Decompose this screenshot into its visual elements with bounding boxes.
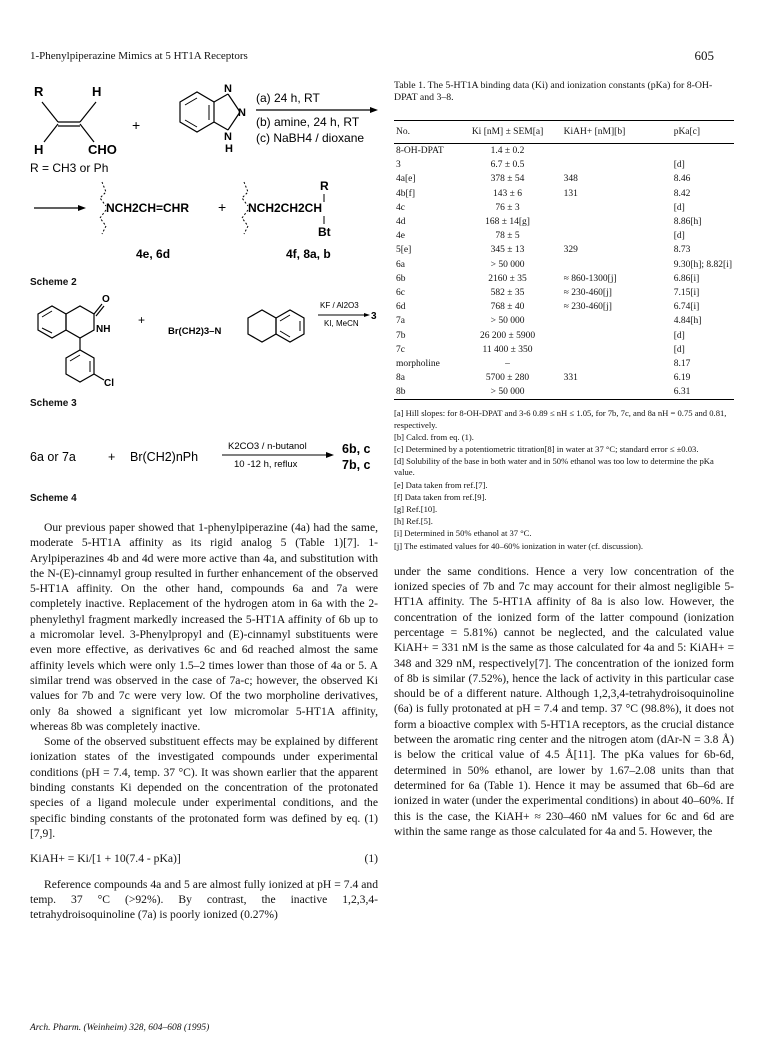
table-header-row	[394, 121, 734, 144]
scheme1-h-label: H	[92, 84, 102, 99]
tetrahydroisoquinoline-structure	[248, 310, 304, 342]
arylisoquinolinone-structure	[38, 294, 114, 389]
footnote-c: [c] Determined by a potentiometric titration[8] in water at 37 °C; standard error ≤ ±0.03.	[394, 443, 699, 454]
table-row	[394, 286, 734, 300]
table-cell: 582 ± 35	[490, 287, 525, 298]
table-cell: 7b	[396, 330, 406, 341]
paragraph-right: under the same conditions. Hence a very low concentration of the ionized species of 7b and 7c may account for their almost negligible 5-HT1A affinity. The 5-HT1A affinity of 8a is also low. However, the concentration of the ionized form of the latter compound (ionization percentage = 5.81%) cannot be neglected, and the calculated value KiAH+ = 331 nM is the same as those calculated for 4a and 5: KiAH+ = 348 and 329 nM, respectively[7]. The concentration of the ionized form of 8b is similar (7.52%), hence the lack of activity in this particular case should be of a different nature. Although 1,2,3,4-tetrahydroisoquinoline (6a) is fully protonated at pH = 7.4 and temp. 37 °C (98.8%), it does not form a bioactive complex with 5-HT1A receptors, as the crucial distance between the aromatic ring center and the nitrogen atom (dAr-N = 3.8 Å) is below the critical value of 4.5 Å[11]. The pKa values for 6b-6d, determined in 50% ethanol, are lower by 1.67–2.08 units than that determined for 6a (Table 1). Hence it may be assumed that 6b–6d are ionized in water (under the experimental conditions) in about 40–60%. If this is the case, the KiAH+ ≈ 230–460 nM values for 6c and 6d are within the same range as those calculated for 4a and 5. However, the	[394, 564, 734, 838]
table-cell: [d]	[673, 231, 685, 242]
table-header-ki: Ki [nM] ± SEM[a]	[453, 121, 561, 144]
table-cell: > 50 000	[490, 259, 525, 270]
table-cell: 3	[396, 160, 401, 171]
scheme3-conditions-top: K2CO3 / n-butanol	[228, 441, 307, 452]
scheme2-product: 3	[371, 311, 377, 322]
table-row	[394, 343, 734, 357]
product-2-label: 4f, 8a, b	[286, 247, 331, 261]
scheme1-r-label: R	[34, 84, 44, 99]
table-header-kiah: KiAH+ [nM][b]	[562, 121, 672, 144]
table-cell: > 50 000	[490, 316, 525, 327]
equation-lhs: KiAH+	[30, 852, 65, 866]
table-cell: 26 200 ± 5900	[479, 330, 536, 341]
table-cell: 4e	[396, 231, 405, 242]
paragraph-3: Reference compounds 4a and 5 are almost fully ionized at pH = 7.4 and temp. 37 °C (>92%). By contrast, the inactive 1,2,3,4-tetrahydroisoquinoline (7a) is poorly ionized (0.27%)	[30, 877, 378, 922]
nh-label: NH	[96, 324, 111, 335]
table-cell	[562, 229, 672, 243]
table-cell: 4d	[396, 217, 406, 228]
table-cell: 2160 ± 35	[488, 273, 527, 284]
left-column	[30, 80, 378, 922]
scheme2-conditions-bottom: KI, MeCN	[324, 319, 359, 328]
equation-1	[30, 851, 378, 866]
equation-rhs: = Ki/[1 + 10(7.4 - pKa)]	[67, 852, 181, 866]
table-cell: 6b	[396, 273, 406, 284]
table-row	[394, 357, 734, 371]
table-cell	[562, 357, 672, 371]
benzotriazole-structure	[180, 83, 246, 155]
table-cell: 7c	[396, 344, 405, 355]
table-cell: morpholine	[396, 358, 440, 369]
table-cell	[562, 158, 672, 172]
footnote-b: [b] Calcd. from eq. (1).	[394, 431, 474, 442]
scheme-4-caption: Scheme 4	[30, 493, 77, 504]
table-cell: [d]	[673, 330, 685, 341]
scheme-2-caption: Scheme 2	[30, 277, 77, 288]
scheme-4-figure	[30, 439, 378, 479]
table-cell: 5[e]	[396, 245, 412, 256]
table-cell: 6.7 ± 0.5	[490, 160, 525, 171]
scheme3-product-top: 6b, c	[342, 442, 371, 456]
left-body-text	[30, 520, 378, 922]
running-head: 1-Phenylpiperazine Mimics at 5 HT1A Receptors	[30, 50, 248, 62]
footnote-d: [d] Solubility of the base in both water and in 50% ethanol was too low to determine the pKa value.	[394, 456, 714, 478]
table-cell	[562, 314, 672, 328]
footnote-f: [f] Data taken from ref.[9].	[394, 491, 487, 502]
bt-h: H	[225, 143, 233, 155]
scheme1-h2-label: H	[34, 142, 44, 157]
table-cell: [d]	[673, 344, 685, 355]
table-cell: 131	[563, 188, 578, 199]
table-cell: [d]	[673, 160, 685, 171]
table-row	[394, 187, 734, 201]
scheme3-product-bottom: 7b, c	[342, 458, 371, 472]
table-1-caption: Table 1. The 5-HT1A binding data (Ki) and ionization constants (pKa) for 8-OH-DPAT and 3–8.	[394, 80, 713, 103]
table-cell: 378 ± 54	[490, 174, 525, 185]
table-row	[394, 258, 734, 272]
table-cell: 8.17	[673, 358, 691, 369]
table-row	[394, 300, 734, 314]
table-cell: –	[505, 358, 510, 369]
table-cell	[672, 144, 734, 159]
table-cell: 8b	[394, 385, 453, 400]
table-1	[394, 120, 734, 400]
table-row	[394, 229, 734, 243]
product-1-label: 4e, 6d	[136, 247, 171, 261]
page-number: 605	[694, 48, 714, 63]
table-cell: 5700 ± 280	[485, 373, 530, 384]
table-cell: 1.4 ± 0.2	[490, 146, 525, 157]
table-cell: ≈ 860-1300[j]	[563, 273, 617, 284]
table-cell: 348	[563, 174, 578, 185]
footnote-j: [j] The estimated values for 40–60% ionization in water (cf. discussion).	[394, 540, 643, 551]
table-cell: 6.31	[672, 385, 734, 400]
journal-footer: Arch. Pharm. (Weinheim) 328, 604–608 (1995)	[30, 1023, 210, 1033]
table-cell: ≈ 230-460[j]	[563, 302, 612, 313]
scheme1-r-definition: R = CH3 or Ph	[30, 161, 109, 175]
table-cell: 168 ± 14[g]	[485, 217, 530, 228]
product-2-r: R	[320, 179, 329, 193]
table-cell: [d]	[673, 202, 685, 213]
table-cell: 9.30[h]; 8.82[i]	[673, 259, 732, 270]
table-cell: ≈ 230-460[j]	[563, 287, 612, 298]
table-cell: 329	[563, 245, 578, 256]
equation-number: (1)	[364, 852, 378, 866]
bt-n1: N	[224, 83, 232, 95]
scheme3-reagent: Br(CH2)nPh	[130, 450, 199, 464]
table-cell: 8-OH-DPAT	[396, 146, 444, 157]
product-2-formula: NCH2CH2CH	[248, 201, 323, 215]
table-cell	[562, 385, 672, 400]
table-cell: 11 400 ± 350	[482, 344, 533, 355]
product-1-formula: NCH2CH=CHR	[106, 201, 190, 215]
table-cell: 6.19	[673, 373, 691, 384]
table-cell	[562, 328, 672, 342]
table-cell: 8a	[396, 373, 405, 384]
footnote-h: [h] Ref.[5].	[394, 516, 433, 527]
table-header-pka: pKa[c]	[672, 121, 734, 144]
footnote-g: [g] Ref.[10].	[394, 504, 438, 514]
table-row	[394, 172, 734, 186]
table-cell	[562, 343, 672, 357]
table-row	[394, 385, 734, 400]
scheme1-plus-2: +	[218, 199, 227, 215]
table-row	[394, 158, 734, 172]
scheme3-reactant: 6a or 7a	[30, 450, 76, 464]
table-cell: 7a	[396, 316, 405, 327]
table-cell: 4a[e]	[396, 174, 416, 185]
table-cell: 6.86[i]	[673, 273, 700, 284]
right-body-text	[394, 564, 734, 839]
scheme1-cho-label: CHO	[88, 142, 117, 157]
table-cell: > 50 000	[453, 385, 561, 400]
paragraph-2: Some of the observed substituent effects may be explained by different ionization states of the investigated compounds under experimental conditions (pH = 7.4, temp. 37 °C). It was shown earlier that the apparent binding constants Ki depended on the concentration of the protonated species of a ligand molecule under experimental conditions, and the specific binding constants of the protonated form was defined by eq. (1)[7,9].	[30, 735, 378, 840]
product-2-bt: Bt	[318, 225, 331, 239]
table-row	[394, 243, 734, 257]
table-row	[394, 314, 734, 328]
scheme-1-figure	[30, 80, 378, 275]
table-cell: 7.15[i]	[673, 287, 700, 298]
cl-label: Cl	[104, 378, 114, 389]
scheme1-step-b: (b) amine, 24 h, RT	[256, 115, 360, 129]
scheme1-step-a: (a) 24 h, RT	[256, 91, 320, 105]
scheme-3-figure	[30, 288, 378, 398]
table-header-no: No.	[394, 121, 453, 144]
table-footnotes	[394, 408, 734, 551]
table-cell: 6d	[396, 302, 406, 313]
o-label: O	[102, 294, 110, 305]
bt-n2: N	[238, 107, 246, 119]
table-cell	[562, 144, 672, 159]
table-cell	[562, 258, 672, 272]
table-cell	[562, 201, 672, 215]
table-cell: 143 ± 6	[493, 188, 523, 199]
footnote-a: [a] Hill slopes: for 8-OH-DPAT and 3-6 0.89 ≤ nH ≤ 1.05, for 7b, 7c, and 8a nH = 0.75 and 0.81, respectively.	[394, 408, 727, 430]
scheme3-conditions-bottom: 10 -12 h, reflux	[234, 459, 298, 470]
scheme-3-caption: Scheme 3	[30, 398, 77, 409]
table-row	[394, 201, 734, 215]
table-cell: 8.46	[673, 174, 691, 185]
scheme1-plus: +	[132, 117, 141, 133]
table-cell: 8.42	[673, 188, 691, 199]
table-cell: 78 ± 5	[495, 231, 520, 242]
table-cell	[562, 215, 672, 229]
table-cell: 6.74[i]	[673, 302, 700, 313]
table-row	[394, 371, 734, 385]
table-cell: 8.73	[673, 245, 691, 256]
scheme2-plus: +	[138, 313, 146, 327]
table-row	[394, 272, 734, 286]
table-cell: 4b[f]	[396, 188, 415, 199]
table-cell: 4.84[h]	[673, 316, 702, 327]
paragraph-1: Our previous paper showed that 1-phenylpiperazine (4a) had the same, moderate 5-HT1A affinity as its rigid analog 5 (Table 1)[7]. 1-Arylpiperazines 4b and 4d were more active than 4a, and substitution with the N-(E)-cinnamyl group resulted in further enhancement of the observed 5-HT1A affinity. On the other hand, compounds 6a and 7a were completely inactive. Replacement of the hydrogen atom in 6a with the 2-phenylethyl fragment markedly increased the 5-HT1A affinity of 6b up to a micromolar level. 3-Phenylpropyl and (E)-cinnamyl substituents were even more effective, as derivatives 6c and 6d reached almost the same affinity levels which were only 1.5–2 times lower than those of 4a or 5. A similar trend was observed in the case of 7a-c; however, the observed Ki values for 7b and 7c were very low. Of the two morpholine derivatives, only 8a showed a significant yet low micromolar 5-HT1A affinity, whereas 8b was completely inactive.	[30, 521, 378, 733]
scheme1-step-c: (c) NaBH4 / dioxane	[256, 131, 365, 145]
table-cell: 8.86[h]	[673, 217, 702, 228]
table-cell: 4c	[396, 202, 405, 213]
scheme2-reagent: Br(CH2)3–N	[168, 326, 222, 337]
table-cell: 331	[563, 373, 578, 384]
table-cell: 6a	[396, 259, 405, 270]
right-column	[394, 80, 734, 839]
table-cell: 768 ± 40	[490, 302, 525, 313]
bt-n3: N	[224, 131, 232, 143]
table-row	[394, 215, 734, 229]
table-cell: 76 ± 3	[495, 202, 520, 213]
table-row	[394, 328, 734, 342]
scheme3-plus: +	[108, 450, 116, 464]
table-row	[394, 144, 734, 159]
footnote-i: [i] Determined in 50% ethanol at 37 °C.	[394, 528, 532, 539]
table-cell: 345 ± 13	[490, 245, 525, 256]
scheme2-conditions-top: KF / Al2O3	[320, 301, 359, 310]
footnote-e: [e] Data taken from ref.[7].	[394, 479, 488, 490]
table-cell: 6c	[396, 287, 405, 298]
